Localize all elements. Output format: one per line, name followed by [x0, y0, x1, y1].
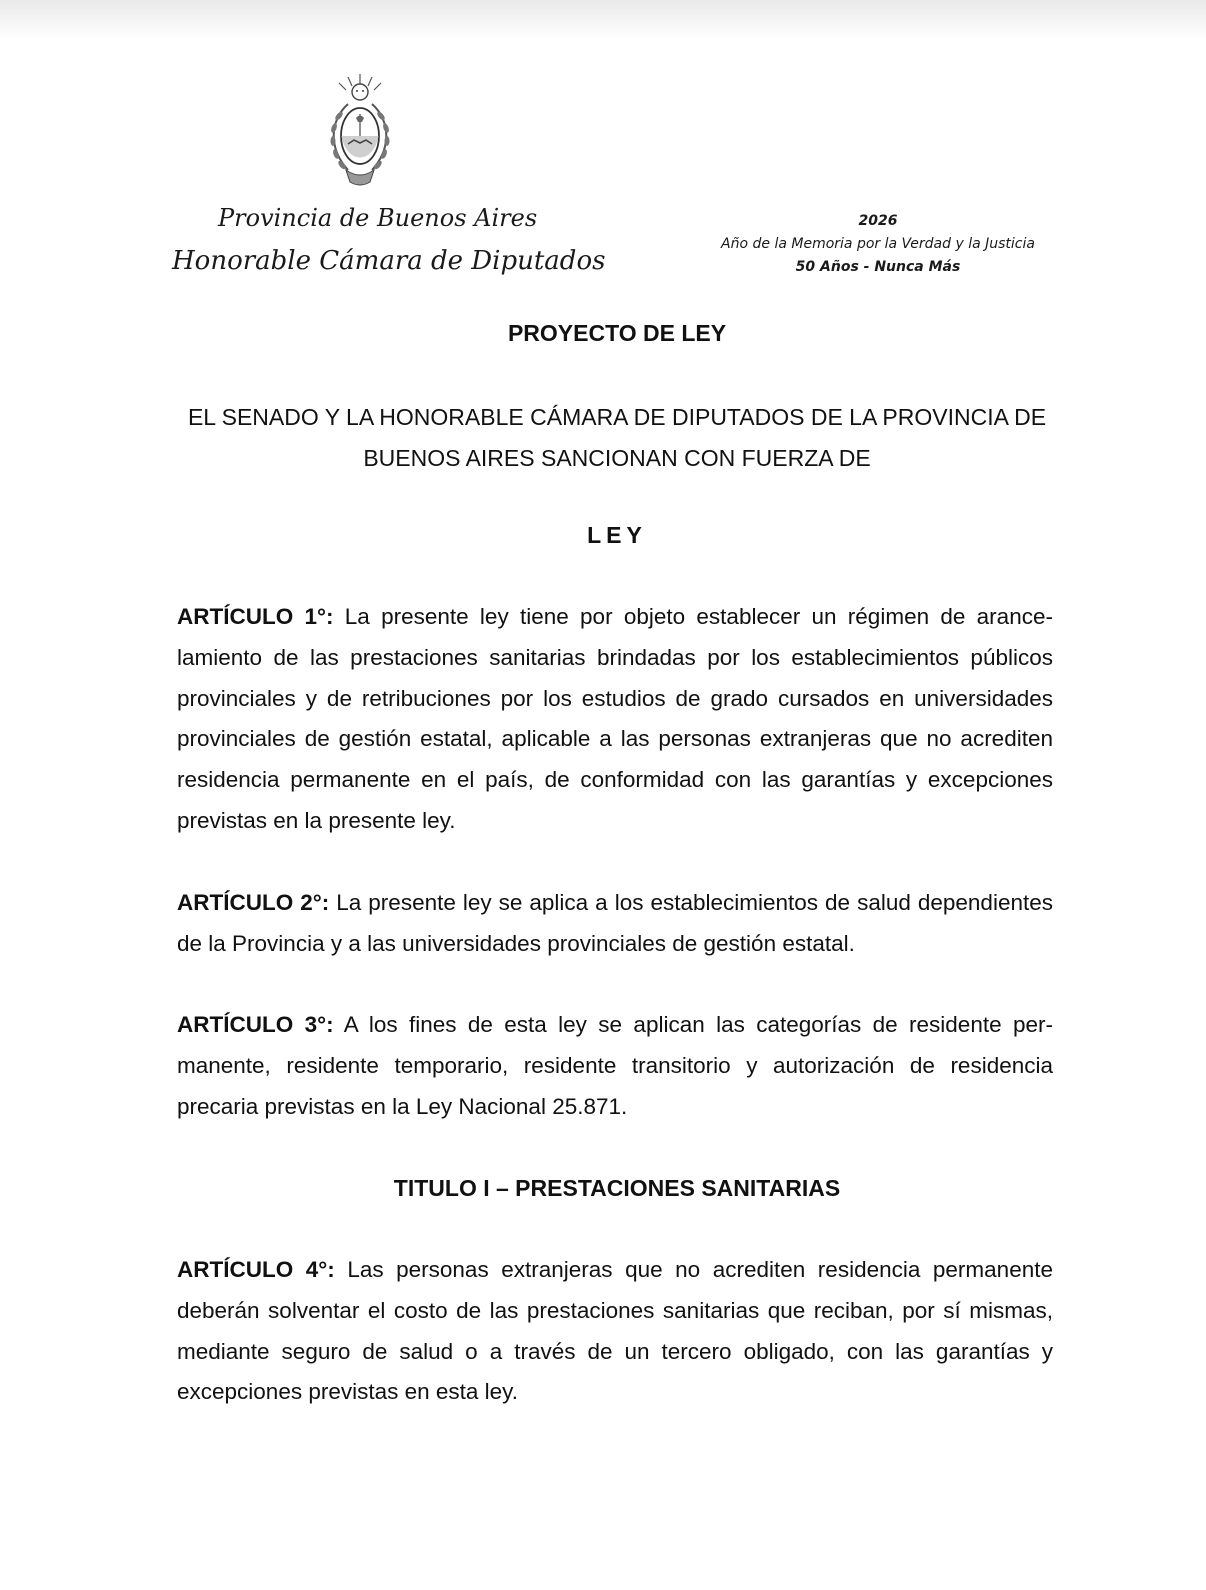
article-label: ARTÍCULO 3°:: [177, 1012, 334, 1037]
year-motto: Año de la Memoria por la Verdad y la Justicia: [721, 236, 1035, 252]
article-4: [177, 1250, 1053, 1413]
article-2: [177, 883, 1053, 965]
coat-of-arms-icon: [318, 70, 402, 192]
article-label: ARTÍCULO 4°:: [177, 1257, 335, 1282]
enacting-clause: EL SENADO Y LA HONORABLE CÁMARA DE DIPUTADOS DE LA PROVINCIA DE BUENOS AIRES SANCIONAN CON FUERZA DE: [187, 404, 1047, 471]
article-text: A los fines de esta ley se aplican las categorías de residente permanente, residente temporario, residente transitorio y autorización de residencia precaria previstas en la Ley Nacional 25.871.: [177, 1012, 1053, 1119]
page-top-shadow: [0, 0, 1206, 40]
article-3: [177, 1005, 1053, 1127]
article-label: ARTÍCULO 2°:: [177, 890, 330, 915]
institution-chamber: Honorable Cámara de Diputados: [172, 246, 606, 276]
year-motto-block: [700, 210, 1056, 279]
article-text: La presente ley tiene por objeto establecer un régimen de arancelamiento de las prestaciones sanitarias brindadas por los establecimientos públicos provinciales y de retribuciones por los estudios de grado cursados en universidades provinciales de gestión estatal, aplicable a las personas extranjeras que no acrediten residencia permanente en el país, de conformidad con las garantías y excepciones previstas en la presente ley.: [177, 604, 1053, 833]
article-text: Las personas extranjeras que no acrediten residencia permanente deberán solventar el costo de las prestaciones sanitarias que reciban, por sí mismas, mediante seguro de salud o a través de un tercero obligado, con las garantías y excepciones previstas en esta ley.: [177, 1257, 1053, 1405]
institution-province: Provincia de Buenos Aires: [218, 204, 538, 232]
document-type-title: PROYECTO DE LEY: [507, 320, 727, 346]
section-title: TITULO I – PRESTACIONES SANITARIAS: [393, 1175, 841, 1201]
ley-heading: LEY: [587, 522, 647, 548]
article-1: [177, 597, 1053, 842]
article-label: ARTÍCULO 1°:: [177, 604, 334, 629]
article-text: La presente ley se aplica a los establecimientos de salud dependientes de la Provincia y a las universidades provinciales de gestión estatal.: [177, 890, 1053, 956]
year-slogan: 50 Años - Nunca Más: [795, 259, 961, 275]
year-label: 2026: [858, 213, 898, 229]
